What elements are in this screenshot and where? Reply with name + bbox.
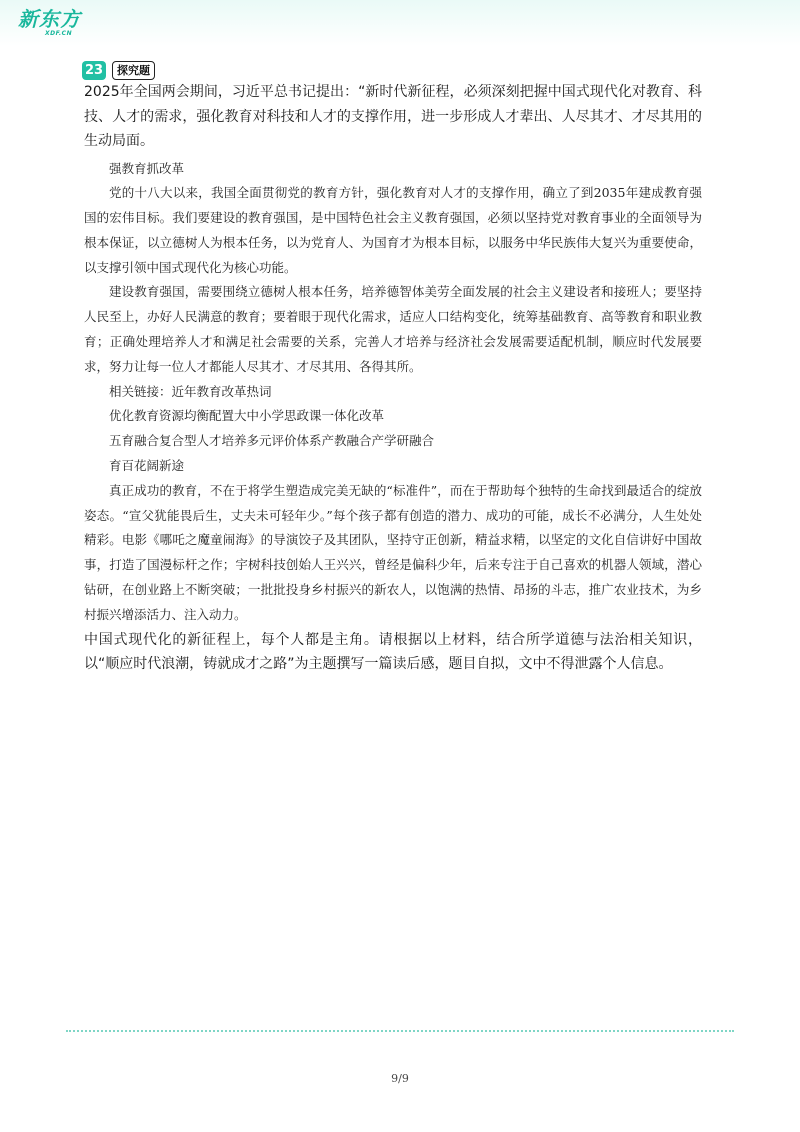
keyword-line: 优化教育资源均衡配置大中小学思政课一体化改革: [109, 408, 385, 424]
question-intro: 2025年全国两会期间，习近平总书记提出：“新时代新征程，必须深刻把握中国式现代化对教育、科技、人才的需求，强化教育对科技和人才的支撑作用，进一步形成人才辈出、人尽其才、才尽其用的生动局面。: [84, 84, 702, 149]
material-paragraph: 真正成功的教育，不在于将学生塑造成完美无缺的“标准件”，而在于帮助每个独特的生命找到最适合的绽放姿态。“宣父犹能畏后生，丈夫未可轻年少。”每个孩子都有创造的潜力、成功的可能，成长不必满分，人生处处精彩。电影《哪吒之魔童闹海》的导演饺子及其团队，坚持守正创新，精益求精，以坚定的文化自信讲好中国故事，打造了国漫标杆之作；宇树科技创始人王兴兴，曾经是偏科少年，后来专注于自己喜欢的机器人领域，潜心钻研，在创业路上不断突破；一批批投身乡村振兴的新农人，以饱满的热情、昂扬的斗志，推广农业技术，为乡村振兴增添活力、注入动力。: [84, 482, 702, 622]
question-number-badge: 23: [82, 61, 106, 80]
xdf-logo: [18, 8, 98, 40]
header-band: [0, 0, 800, 46]
material-heading: 育百花阔新途: [109, 458, 185, 474]
logo-text: 新东方: [18, 7, 81, 31]
related-link-title: 相关链接：近年教育改革热词: [109, 383, 272, 399]
question-content: [84, 80, 702, 677]
material-paragraph: 党的十八大以来，我国全面贯彻党的教育方针，强化教育对人才的支撑作用，确立了到2035年建成教育强国的宏伟目标。我们要建设的教育强国，是中国特色社会主义教育强国，必须以坚持党对教育事业的全面领导为根本保证，以立德树人为根本任务，以为党育人、为国育才为根本目标，以服务中华民族伟大复兴为重要使命，以支撑引领中国式现代化为核心功能。: [84, 185, 702, 275]
question-header: [82, 60, 155, 80]
keyword-line: 五育融合复合型人才培养多元评价体系产教融合产学研融合: [109, 433, 435, 449]
page-number: 9/9: [391, 1072, 409, 1085]
footer-dotted-divider: [66, 1030, 734, 1032]
material-heading: 强教育抓改革: [109, 160, 185, 176]
logo-subtext: XDF.CN: [45, 30, 73, 37]
material-paragraph: 建设教育强国，需要围绕立德树人根本任务，培养德智体美劳全面发展的社会主义建设者和接班人；要坚持人民至上，办好人民满意的教育；要着眼于现代化需求，适应人口结构变化，统筹基础教育、高等教育和职业教育；正确处理培养人才和满足社会需要的关系，完善人才培养与经济社会发展需要适配机制，顺应时代发展要求，努力让每一位人才都能人尽其才、才尽其用、各得其所。: [84, 284, 702, 374]
question-task: 中国式现代化的新征程上，每个人都是主角。请根据以上材料，结合所学道德与法治相关知识，以“顺应时代浪潮，铸就成才之路”为主题撰写一篇读后感，题目自拟，文中不得泄露个人信息。: [84, 631, 702, 673]
question-type-tag: 探究题: [112, 61, 155, 80]
